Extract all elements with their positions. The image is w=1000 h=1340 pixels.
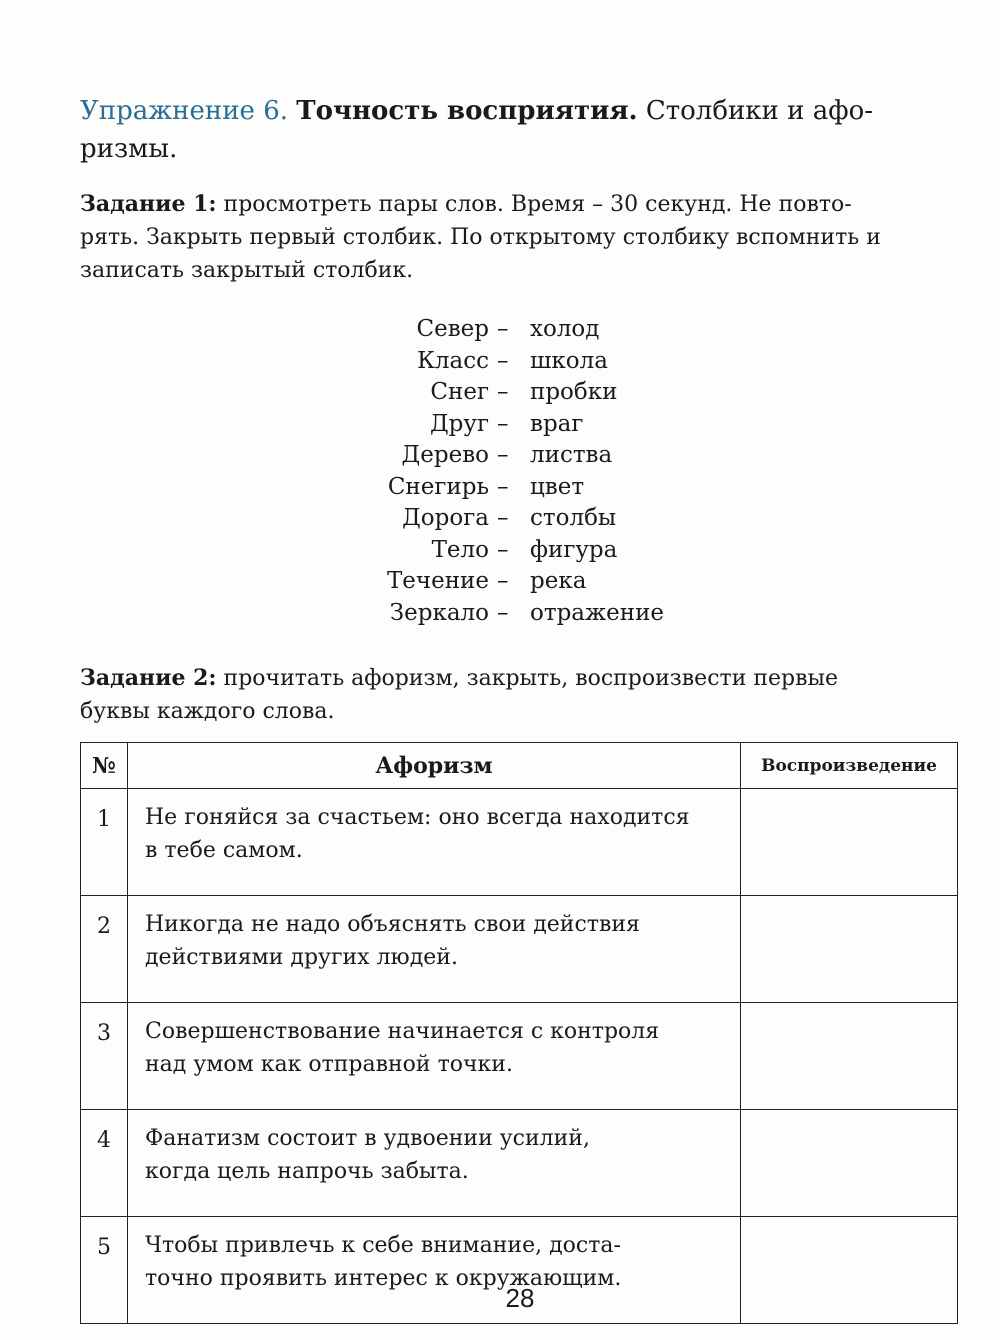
pair-dash: – [497, 505, 509, 531]
pair-right-word: листва [530, 442, 613, 468]
pair-dash: – [497, 442, 509, 468]
word-pair [80, 409, 960, 441]
pair-right-word: столбы [530, 505, 617, 531]
aphorism-line: действиями других людей. [145, 945, 458, 970]
pair-dash: – [497, 379, 509, 405]
pair-dash: – [497, 599, 509, 626]
aphorism-table [80, 742, 958, 1324]
pair-right-word: враг [530, 410, 584, 437]
pair-left-word: Зеркало [389, 599, 489, 626]
exercise-title: Точность восприятия. [296, 96, 638, 126]
word-pair [80, 440, 960, 472]
aphorism-line: Никогда не надо объяснять свои действия [145, 912, 640, 937]
word-pair [80, 566, 960, 598]
aphorism-line: в тебе самом. [145, 838, 303, 863]
row-number: 1 [81, 789, 128, 896]
reproduction-cell[interactable] [741, 1003, 958, 1110]
table-row [81, 1003, 958, 1110]
row-number: 3 [81, 1003, 128, 1110]
aphorism-text [128, 1110, 741, 1217]
row-number: 2 [81, 896, 128, 1003]
table-row [81, 896, 958, 1003]
page-number: 28 [505, 1283, 535, 1313]
pair-left-word: Течение [386, 568, 489, 594]
task-1-text-line3: записать закрытый столбик. [80, 258, 414, 283]
exercise-subtitle-cont: ризмы. [80, 134, 178, 164]
aphorism-line: Фанатизм состоит в удвоении усилий, [145, 1126, 590, 1151]
word-pairs-list [80, 314, 960, 629]
task-2 [80, 662, 960, 728]
reproduction-cell[interactable] [741, 896, 958, 1003]
pair-left-word: Север [416, 316, 489, 342]
task-2-text-line2: буквы каждого слова. [80, 699, 335, 724]
pair-left-word: Снег [430, 379, 489, 405]
reproduction-cell[interactable] [741, 789, 958, 896]
reproduction-cell[interactable] [741, 1110, 958, 1217]
pair-dash: – [497, 536, 509, 563]
aphorism-line: Совершенствование начинается с контроля [145, 1019, 660, 1044]
pair-dash: – [497, 347, 509, 374]
pair-right-word: холод [530, 316, 600, 342]
aphorism-text [128, 896, 741, 1003]
word-pair [80, 314, 960, 346]
aphorism-text [128, 789, 741, 896]
pair-right-word: пробки [530, 379, 618, 405]
aphorism-line: Не гоняйся за счастьем: оно всегда находится [145, 805, 690, 830]
pair-dash: – [497, 316, 509, 342]
pair-left-word: Дерево [401, 442, 489, 468]
pair-right-word: фигура [530, 536, 618, 563]
page-content [80, 92, 960, 1291]
pair-left-word: Дорога [402, 505, 489, 531]
aphorism-line: точно проявить интерес к окружающим. [145, 1266, 622, 1291]
word-pair [80, 503, 960, 535]
exercise-subtitle: Столбики и афо- [645, 96, 874, 126]
pair-left-word: Тело [431, 536, 489, 563]
header-number: № [81, 743, 128, 789]
pair-left-word: Снегирь [387, 473, 489, 500]
word-pair [80, 472, 960, 504]
pair-right-word: река [530, 568, 587, 594]
exercise-label: Упражнение 6. [80, 96, 289, 126]
pair-dash: – [497, 473, 509, 500]
word-pair [80, 346, 960, 378]
pair-dash: – [497, 410, 509, 437]
header-reproduction: Воспроизведение [741, 743, 958, 789]
pair-left-word: Класс [417, 347, 489, 374]
task-2-label: Задание 2: [80, 665, 217, 691]
pair-right-word: школа [530, 347, 608, 374]
table-row [81, 789, 958, 896]
row-number: 4 [81, 1110, 128, 1217]
table-header-row [81, 743, 958, 789]
aphorism-line: когда цель напрочь забыта. [145, 1159, 469, 1184]
row-number: 5 [81, 1217, 128, 1324]
header-aphorism: Афоризм [128, 743, 741, 789]
pair-right-word: отражение [530, 599, 665, 626]
exercise-heading [80, 92, 960, 168]
task-1-text-line2: рять. Закрыть первый столбик. По открытому столбику вспомнить и [80, 225, 881, 250]
table-body [81, 789, 958, 1324]
table-row [81, 1110, 958, 1217]
word-pair [80, 377, 960, 409]
pair-dash: – [497, 568, 509, 594]
task-1 [80, 188, 960, 287]
aphorism-line: над умом как отправной точки. [145, 1052, 513, 1077]
aphorism-line: Чтобы привлечь к себе внимание, доста- [145, 1233, 621, 1258]
pair-left-word: Друг [429, 410, 489, 437]
aphorism-text [128, 1003, 741, 1110]
task-2-text: прочитать афоризм, закрыть, воспроизвести первые [223, 666, 839, 691]
pair-right-word: цвет [530, 473, 585, 500]
word-pair [80, 598, 960, 630]
word-pair [80, 535, 960, 567]
task-1-text: просмотреть пары слов. Время – 30 секунд. Не повто- [223, 192, 852, 217]
task-1-label: Задание 1: [80, 191, 217, 217]
